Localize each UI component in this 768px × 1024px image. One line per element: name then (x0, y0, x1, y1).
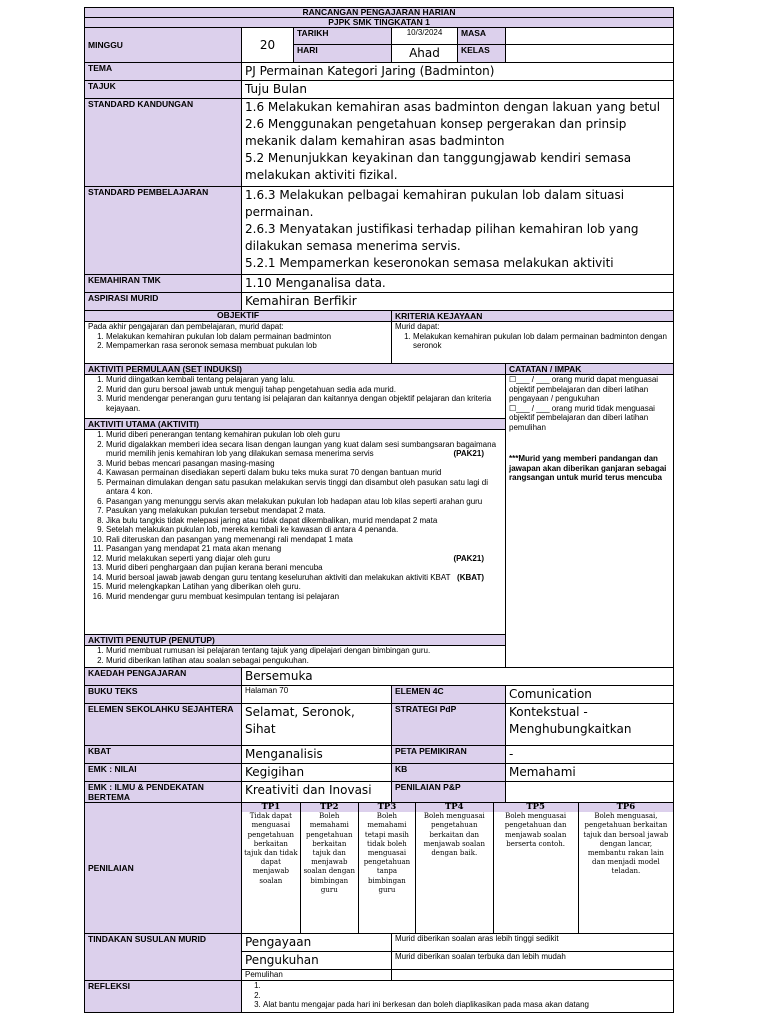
utama-item (106, 525, 502, 535)
sp-label: STANDARD PEMBELAJARAN (85, 187, 242, 275)
objektif-intro: Pada akhir pengajaran dan pembelajaran, murid dapat: (88, 322, 284, 331)
catatan-line-tidak-menguasai: ☐___ / ___ orang murid tidak menguasai objektif pembelajaran dan diberi latihan pemulihan (509, 403, 655, 432)
sp-item: 1.6.3 Melakukan pelbagai kemahiran pukulan lob dalam situasi permainan. (245, 188, 625, 219)
utama-item-text: Murid digalakkan memberi idea secara lisan dengan laungan yang kuat dalam sesi sumbangsaran bagaimana murid memilih jenis kemahiran lob yang dilakukan semasa menerima servis (106, 439, 497, 458)
kbat-label: KBAT (85, 746, 242, 764)
sekolahku-value[interactable]: Selamat, Seronok, Sihat (242, 704, 392, 746)
utama-item-text: Jika bulu tangkis tidak melepasi jaring atau tidak dapat dikembalikan, murid mendapat 2 mata (106, 515, 438, 525)
utama-item-text: Murid diberi penerangan tentang kemahiran pukulan lob oleh guru (106, 430, 340, 439)
tp-description: Boleh memahami tetapi masih tidak boleh menguasai pengetahuan tanpa bimbingan guru (363, 812, 411, 894)
elemen-4c-label: ELEMEN 4C (392, 686, 506, 704)
sk-value[interactable] (242, 99, 674, 187)
utama-item-text: Murid melakukan seperti yang diajar oleh guru (106, 553, 271, 563)
utama-item-text: Murid bersoal jawab jawab dengan guru tentang keseluruhan aktiviti dan melakukan aktiviti KBAT (106, 572, 451, 582)
tp-cell[interactable] (493, 803, 578, 933)
permulaan-item: 2. Murid dan guru bersoal jawab untuk menguji tahap pengetahuan sedia ada murid. (106, 385, 502, 395)
kbat-value[interactable]: Menganalisis (242, 746, 392, 764)
penilaian-label: PENILAIAN (85, 803, 242, 934)
tp-level: TP6 (579, 803, 673, 812)
objektif-header: OBJEKTIF (85, 311, 392, 322)
form-title: RANCANGAN PENGAJARAN HARIAN (85, 8, 674, 18)
minggu-label: MINGGU (85, 28, 242, 63)
catatan-line-menguasai: ☐___ / ___ orang murid dapat menguasai objektif pembelajaran dan diberi latihan pengayaan / pengukuhan (509, 375, 659, 403)
kriteria-header: KRITERIA KEJAYAAN (392, 311, 674, 322)
tema-label: TEMA (85, 63, 242, 81)
tp-description: Boleh menguasai pengetahuan dan menjawab soalan berserta contoh. (504, 812, 567, 848)
tp-cell[interactable] (415, 803, 493, 933)
utama-item-tag: (KBAT) (457, 572, 484, 582)
tp-level: TP2 (301, 803, 358, 812)
tmk-value[interactable]: 1.10 Menganalisa data. (242, 275, 674, 293)
hari-label: HARI (294, 45, 392, 63)
lesson-plan-table (84, 7, 674, 1013)
utama-item (106, 554, 502, 564)
permulaan-item: 3. Murid mendengar penerangan guru tentang isi pelajaran dan kaitannya dengan objektif pelajaran dan kriteria kejayaan. (106, 394, 502, 413)
sp-item: 5.2.1 Mempamerkan keseronokan semasa melakukan aktiviti (245, 256, 614, 270)
tp-level: TP1 (242, 803, 300, 812)
peta-value[interactable]: - (506, 746, 674, 764)
utama-item (106, 506, 502, 516)
aspirasi-label: ASPIRASI MURID (85, 293, 242, 311)
penutup-item: 2. Murid diberikan latihan atau soalan sebagai pengukuhan. (106, 656, 502, 666)
kaedah-label: KAEDAH PENGAJARAN (85, 668, 242, 686)
objektif-item: 2. Mempamerkan rasa seronok semasa membuat pukulan lob (106, 341, 388, 351)
utama-item (106, 516, 502, 526)
tp-cell[interactable] (300, 803, 358, 933)
tp-cell[interactable] (578, 803, 673, 933)
tp-description: Tidak dapat menguasai pengetahuan berkaitan tajuk dan tidak dapat menjawab soalan (244, 812, 298, 885)
tp-description: Boleh memahami pengetahuan berkaitan tajuk dan menjawab soalan dengan bimbingan guru (303, 812, 355, 894)
kelas-label: KELAS (458, 45, 506, 63)
ilmu-label: EMK : ILMU & PENDEKATAN BERTEMA (85, 782, 242, 803)
tmk-label: KEMAHIRAN TMK (85, 275, 242, 293)
sp-value[interactable] (242, 187, 674, 275)
tajuk-value[interactable]: Tuju Bulan (242, 81, 674, 99)
tarikh-value[interactable]: 10/3/2024 (392, 28, 458, 45)
kriteria-item: 1. Melakukan kemahiran pukulan lob dalam permainan badminton dengan seronok (413, 332, 670, 351)
strategi-label: STRATEGI PdP (392, 704, 506, 746)
kriteria-content[interactable] (392, 322, 674, 364)
utama-item-text: Murid diberi penghargaan dan pujian kerana berani mencuba (106, 563, 323, 572)
tp-description: Boleh menguasai, pengetahuan berkaitan tajuk dan bersoal jawab dengan lancar, membantu rakan lain dan menjadi model teladan. (583, 812, 669, 876)
utama-item-text: Pasangan yang menunggu servis akan melakukan pukulan lob hadapan atau lob kilas seperti arahan guru (106, 496, 483, 506)
permulaan-content[interactable] (85, 375, 506, 419)
utama-item (106, 573, 502, 583)
utama-item (106, 535, 502, 545)
utama-item (106, 592, 502, 602)
refleksi-label: REFLEKSI (85, 981, 242, 1013)
kriteria-intro: Murid dapat: (395, 322, 440, 331)
susulan-type[interactable]: Pengukuhan (242, 952, 392, 970)
catatan-header: CATATAN / IMPAK (506, 364, 674, 375)
susulan-desc[interactable]: Murid diberikan soalan aras lebih tinggi sedikit (392, 934, 674, 952)
tp-cell[interactable] (358, 803, 415, 933)
penutup-header: AKTIVITI PENUTUP (PENUTUP) (85, 635, 506, 646)
refleksi-content[interactable] (242, 981, 674, 1013)
minggu-value[interactable]: 20 (242, 28, 294, 63)
strategi-value[interactable]: Kontekstual - Menghubungkaitkan (506, 704, 674, 746)
elemen-4c-value[interactable]: Comunication (506, 686, 674, 704)
hari-value[interactable]: Ahad (392, 45, 458, 63)
susulan-label: TINDAKAN SUSULAN MURID (85, 934, 242, 981)
buku-teks-label: BUKU TEKS (85, 686, 242, 704)
catatan-note: ***Murid yang memberi pandangan dan jawapan akan diberikan ganjaran sebagai rangsangan untuk murid terus mencuba (509, 454, 667, 482)
utama-item-tag: (PAK21) (453, 449, 484, 458)
permulaan-item: 1. Murid diingatkan kembali tentang pelajaran yang lalu. (106, 375, 502, 385)
nilai-label: EMK : NILAI (85, 764, 242, 782)
utama-item (106, 544, 502, 554)
utama-item-tag: (PAK21) (453, 553, 484, 563)
sp-item: 2.6.3 Menyatakan justifikasi terhadap pilihan kemahiran lob yang dilakukan semasa menerima servis. (245, 222, 639, 253)
utama-item-text: Permainan dimulakan dengan satu pasukan melakukan servis tinggi dan disambut oleh pasukan satu lagi di antara 4 kon. (106, 477, 489, 496)
penilaian-pp-label: PENILAIAN P&P (392, 782, 506, 803)
penilaian-content (242, 803, 674, 934)
utama-list (88, 430, 502, 601)
utama-item (106, 459, 502, 469)
utama-item (106, 468, 502, 478)
utama-item (106, 582, 502, 592)
buku-teks-value[interactable]: Halaman 70 (242, 686, 392, 704)
utama-item-text: Murid melengkapkan Latihan yang diberikan oleh guru. (106, 582, 301, 591)
objektif-item: 1. Melakukan kemahiran pukulan lob dalam permainan badminton (106, 332, 388, 342)
masa-value[interactable] (506, 28, 674, 45)
susulan-type[interactable]: Pemulihan (242, 970, 392, 981)
utama-item (106, 563, 502, 573)
tajuk-label: TAJUK (85, 81, 242, 99)
utama-item (106, 440, 502, 459)
aspirasi-value[interactable]: Kemahiran Berfikir (242, 293, 674, 311)
tp-description: Boleh menguasai pengetahuan berkaitan dan menjawab soalan dengan baik. (423, 812, 485, 858)
form-subtitle: PJPK SMK TINGKATAN 1 (85, 18, 674, 28)
utama-item-text: Pasangan yang mendapat 21 mata akan menang (106, 544, 282, 553)
kelas-value[interactable] (506, 45, 674, 63)
utama-item-text: Rali diteruskan dan pasangan yang memenangi rali mendapat 1 mata (106, 534, 353, 544)
tarikh-label: TARIKH (294, 28, 392, 45)
kb-label: KB (392, 764, 506, 782)
ilmu-value[interactable]: Kreativiti dan Inovasi (242, 782, 392, 803)
utama-item-text: Murid bebas mencari pasangan masing-masing (106, 458, 275, 468)
sk-item: 5.2 Menunjukkan keyakinan dan tanggungjawab kendiri semasa melakukan aktiviti fizikal. (245, 151, 632, 182)
refleksi-item (263, 991, 670, 1001)
utama-header: AKTIVITI UTAMA (AKTIVITI) (85, 419, 506, 430)
utama-item (106, 430, 502, 440)
utama-item-text: Murid mendengar guru membuat kesimpulan tentang isi pelajaran (106, 591, 340, 601)
susulan-desc[interactable] (392, 970, 674, 981)
tp-cell[interactable] (242, 803, 300, 933)
utama-item-text: Kawasan permainan disediakan seperti dalam buku teks muka surat 70 dengan bantuan murid (106, 468, 442, 477)
objektif-content[interactable] (85, 322, 392, 364)
sekolahku-label: ELEMEN SEKOLAHKU SEJAHTERA (85, 704, 242, 746)
penutup-item: 1. Murid membuat rumusan isi pelajaran tentang tajuk yang dipelajari dengan bimbingan guru. (106, 646, 502, 656)
nilai-value[interactable]: Kegigihan (242, 764, 392, 782)
utama-item-text: Pasukan yang melakukan pukulan tersebut mendapat 2 mata. (106, 506, 326, 515)
kb-value[interactable]: Memahami (506, 764, 674, 782)
utama-item (106, 478, 502, 497)
utama-item (106, 497, 502, 507)
tp-table (242, 803, 673, 933)
tp-level: TP3 (359, 803, 415, 812)
lesson-plan-form (84, 7, 673, 1013)
sk-label: STANDARD KANDUNGAN (85, 99, 242, 187)
sk-item: 1.6 Melakukan kemahiran asas badminton dengan lakuan yang betul (245, 100, 661, 114)
kaedah-value[interactable]: Bersemuka (242, 668, 674, 686)
peta-label: PETA PEMIKIRAN (392, 746, 506, 764)
utama-item-text: Setelah melakukan pukulan lob, mereka kembali ke kawasan di antara 4 penanda. (106, 525, 399, 534)
sk-item: 2.6 Menggunakan pengetahuan konsep pergerakan dan prinsip mekanik dalam kemahiran asas badminton (245, 117, 627, 148)
permulaan-header: AKTIVITI PERMULAAN (SET INDUKSI) (85, 364, 506, 375)
susulan-desc[interactable]: Murid diberikan soalan terbuka dan lebih mudah (392, 952, 674, 970)
tp-level: TP5 (494, 803, 578, 812)
penilaian-pp-value[interactable] (506, 782, 674, 803)
masa-label: MASA (458, 28, 506, 45)
refleksi-item: 3. Alat bantu mengajar pada hari ini berkesan dan boleh diaplikasikan pada masa akan datang (263, 1000, 670, 1010)
tp-level: TP4 (416, 803, 493, 812)
refleksi-item (263, 981, 670, 991)
tema-value[interactable]: PJ Permainan Kategori Jaring (Badminton) (242, 63, 674, 81)
utama-content[interactable] (85, 430, 506, 635)
catatan-content[interactable] (506, 375, 674, 668)
susulan-type[interactable]: Pengayaan (242, 934, 392, 952)
penutup-content[interactable] (85, 646, 506, 668)
